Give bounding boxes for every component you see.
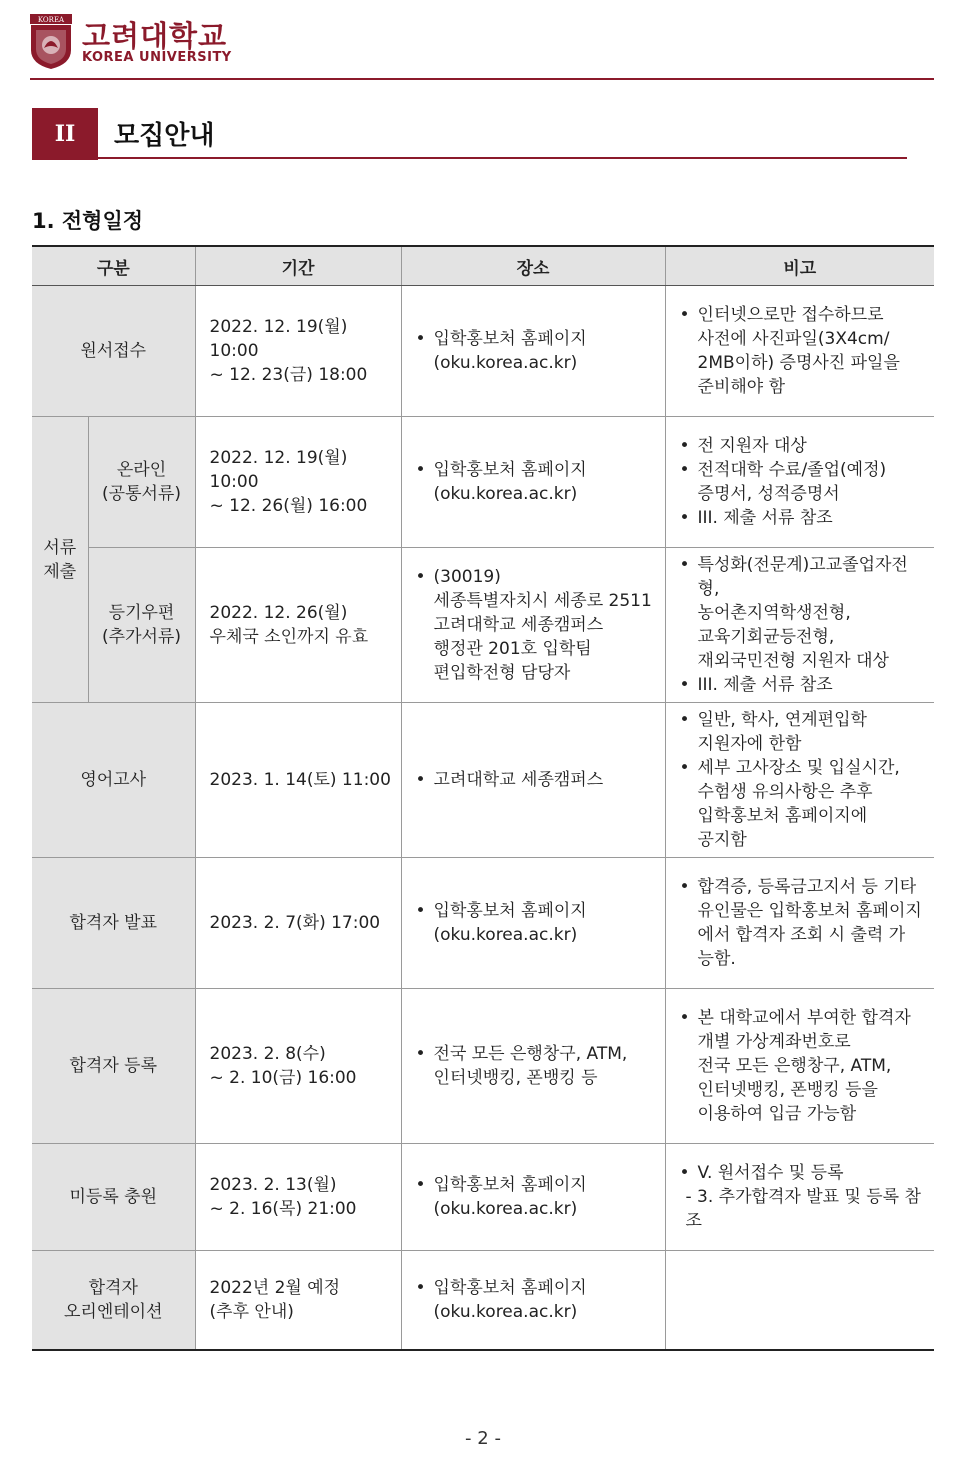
note-item: • V. 원서접수 및 등록	[680, 1161, 925, 1185]
note-cell	[665, 1144, 934, 1251]
place-item: • 입학홍보처 홈페이지 (oku.korea.ac.kr)	[416, 327, 655, 375]
section-title: 모집안내	[114, 121, 215, 151]
column-header: 기간	[195, 246, 401, 286]
korea-university-emblem-icon	[30, 14, 72, 74]
category-cell: 온라인 (공통서류)	[88, 417, 195, 548]
period-cell: 2023. 1. 14(토) 11:00	[195, 703, 401, 858]
note-item: • III. 제출 서류 참조	[680, 506, 925, 530]
note-cell	[665, 989, 934, 1144]
place-item: • 입학홍보처 홈페이지 (oku.korea.ac.kr)	[416, 899, 655, 947]
note-item: • 세부 고사장소 및 입실시간, 수험생 유의사항은 추후 입학홍보처 홈페이지에 공지함	[680, 756, 925, 852]
schedule-table	[32, 245, 934, 1351]
place-cell	[401, 1251, 665, 1350]
header-divider	[30, 78, 934, 80]
place-item: • 입학홍보처 홈페이지 (oku.korea.ac.kr)	[416, 1276, 655, 1324]
period-cell: 2022. 12. 19(월) 10:00 ~ 12. 23(금) 18:00	[195, 286, 401, 417]
table-row	[32, 417, 934, 548]
table-row	[32, 703, 934, 858]
table-header-row	[32, 246, 934, 286]
note-subitem: - 3. 추가합격자 발표 및 등록 참조	[685, 1187, 921, 1231]
table-row	[32, 286, 934, 417]
note-item: • 본 대학교에서 부여한 합격자 개별 가상계좌번호로 전국 모든 은행창구, ATM, 인터넷뱅킹, 폰뱅킹 등을 이용하여 입금 가능함	[680, 1006, 925, 1126]
period-cell: 2022. 12. 19(월) 10:00 ~ 12. 26(월) 16:00	[195, 417, 401, 548]
note-cell	[665, 286, 934, 417]
note-cell	[665, 858, 934, 989]
column-header: 장소	[401, 246, 665, 286]
note-cell	[665, 703, 934, 858]
category-cell: 합격자 등록	[32, 989, 195, 1144]
column-header: 구분	[32, 246, 195, 286]
table-row	[32, 989, 934, 1144]
place-cell	[401, 286, 665, 417]
table-row	[32, 858, 934, 989]
note-item: • 일반, 학사, 연계편입학 지원자에 한함	[680, 708, 925, 756]
university-name-english: KOREA UNIVERSITY	[82, 50, 232, 65]
category-cell: 영어고사	[32, 703, 195, 858]
page-number: - 2 -	[465, 1428, 501, 1449]
place-item: • (30019) 세종특별자치시 세종로 2511 고려대학교 세종캠퍼스 행정관 201호 입학팀 편입학전형 담당자	[416, 565, 655, 685]
note-item: • III. 제출 서류 참조	[680, 673, 925, 697]
university-name-korean: 고려대학교	[82, 19, 228, 53]
place-item: • 전국 모든 은행창구, ATM, 인터넷뱅킹, 폰뱅킹 등	[416, 1042, 655, 1090]
category-cell: 미등록 충원	[32, 1144, 195, 1251]
note-item: • 인터넷으로만 접수하므로 사전에 사진파일(3X4cm/ 2MB이하) 증명사진 파일을 준비해야 함	[680, 303, 925, 399]
period-cell: 2023. 2. 13(월) ~ 2. 16(목) 21:00	[195, 1144, 401, 1251]
subsection-title: 1. 전형일정	[32, 209, 144, 233]
period-cell: 2023. 2. 8(수) ~ 2. 10(금) 16:00	[195, 989, 401, 1144]
note-item: • 특성화(전문계)고교졸업자전형, 농어촌지역학생전형, 교육기회균등전형, 재외국민전형 지원자 대상	[680, 553, 925, 673]
place-item: • 입학홍보처 홈페이지 (oku.korea.ac.kr)	[416, 1173, 655, 1221]
note-cell	[665, 1251, 934, 1350]
period-cell: 2022. 12. 26(월) 우체국 소인까지 유효	[195, 548, 401, 703]
note-item: • 전 지원자 대상	[680, 434, 925, 458]
place-cell	[401, 548, 665, 703]
table-row	[32, 1144, 934, 1251]
note-cell	[665, 548, 934, 703]
svg-text:KOREA: KOREA	[37, 16, 65, 24]
place-cell	[401, 858, 665, 989]
period-cell: 2023. 2. 7(화) 17:00	[195, 858, 401, 989]
note-item: • 전적대학 수료/졸업(예정) 증명서, 성적증명서	[680, 458, 925, 506]
place-cell	[401, 417, 665, 548]
section-divider	[98, 157, 907, 159]
place-cell	[401, 989, 665, 1144]
place-cell	[401, 1144, 665, 1251]
category-cell: 등기우편 (추가서류)	[88, 548, 195, 703]
period-cell: 2022년 2월 예정 (추후 안내)	[195, 1251, 401, 1350]
category-cell: 합격자 발표	[32, 858, 195, 989]
place-item: • 입학홍보처 홈페이지 (oku.korea.ac.kr)	[416, 458, 655, 506]
section-number-badge: II	[32, 108, 98, 160]
place-cell	[401, 703, 665, 858]
table-row	[32, 548, 934, 703]
category-cell: 원서접수	[32, 286, 195, 417]
note-cell	[665, 417, 934, 548]
page-header	[30, 14, 934, 80]
table-row	[32, 1251, 934, 1350]
column-header: 비고	[665, 246, 934, 286]
group-category-cell: 서류 제출	[32, 417, 88, 703]
place-item: • 고려대학교 세종캠퍼스	[416, 768, 655, 792]
category-cell: 합격자 오리엔테이션	[32, 1251, 195, 1350]
note-item: • 합격증, 등록금고지서 등 기타 유인물은 입학홍보처 홈페이지 에서 합격자 조회 시 출력 가 능함.	[680, 875, 925, 971]
